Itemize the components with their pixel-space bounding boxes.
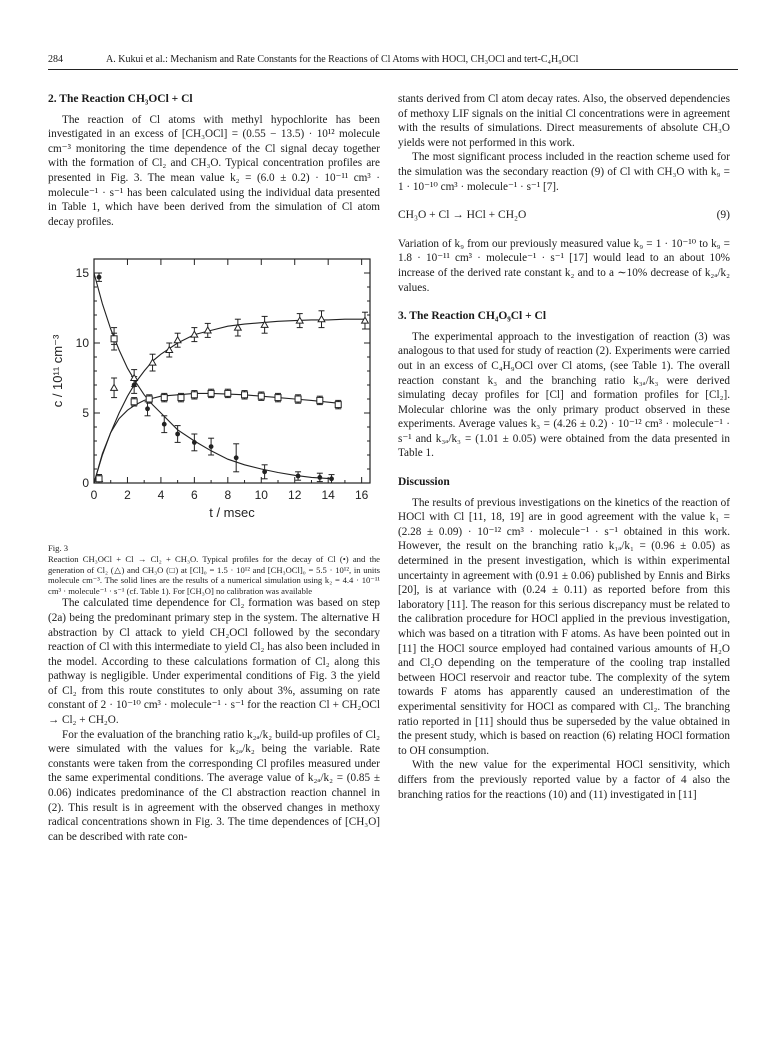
cl-data-point xyxy=(192,440,197,445)
right-paragraph-2: The most significant process included in the reaction scheme used for the simulation was the secondary reaction (9) of Cl with CH₃O with k₉ = 1 · 10⁻¹⁰ cm³ · molecule⁻¹ · s⁻¹ [7]. xyxy=(398,151,730,193)
figure-3 xyxy=(48,251,380,541)
right-paragraph-4: The experimental approach to the investigation of reaction (3) was analogous to that used for study of reaction (2). Experiments were carried out in an excess of C₄H₉OCl over Cl atoms, (see Table 1). The overall reaction constant k₃ and the branching ratio k₃ₐ/k₃ were derived simulating decay profiles for [Cl] and formation profiles for [Cl₂]. Molecular chlorine was the only primary product observed in these experiments. Average values k₃ = (4.26 ± 0.2) · 10⁻¹² cm³ · molecule⁻¹ · s⁻¹ and k₃ₐ/k₃ = (1.01 ± 0.05) were obtained from the data presented in Table 1. xyxy=(398,330,730,460)
ch3o-data-point xyxy=(225,391,231,397)
left-paragraph-2: The calculated time dependence for Cl₂ formation was based on step (2a) being the predominant primary step in the system. The alternative H abstraction by Cl attack to yield CH₂OCl followed by the secondary reaction of Cl with this intermediate to yield Cl₂ has also been included in the model. According to these calculations formation of Cl₂ along this pathway is negligible. Under experimental conditions of Fig. 3 the yield of Cl₂ from this route constitutes to only about 3%, assuming on rate constant of 2 · 10⁻¹⁰ cm³ · molecule⁻¹ · s⁻¹ for the reaction Cl + CH₂OCl → Cl₂ + CH₂O. xyxy=(48,597,380,727)
plot-frame xyxy=(94,259,370,483)
ch3o-data-point xyxy=(295,396,301,402)
equation-9 xyxy=(398,208,730,223)
figure-caption-text: Reaction CH₃OCl + Cl → Cl₂ + CH₃O. Typical profiles for the decay of Cl (•) and the generation of Cl₂ (△) and CH₃O (□) at [Cl]₀ = 1.5 · 10¹² and [CH₃OCl]₀ = 5.5 · 10¹², in units molecule cm⁻³. The solid lines are the results of a numerical simulation using k₂ = 4.4 · 10⁻¹¹ cm³ · molecule⁻¹ · s⁻¹ (cf. Table 1). For [CH₃O] no calibration was available xyxy=(48,553,380,596)
cl2-data-point xyxy=(149,360,156,366)
ch3o-data-point xyxy=(146,396,152,402)
figure-label: Fig. 3 xyxy=(48,543,69,554)
y-axis-title: c / 10¹¹ cm⁻³ xyxy=(50,335,65,408)
ch3o-data-point xyxy=(178,395,184,401)
cl2-data-point xyxy=(318,316,325,322)
ch3o-data-point xyxy=(131,399,137,405)
right-paragraph-6: With the new value for the experimental HOCl sensitivity, which differs from the previously reported value by a factor of 4 also the branching ratios for the reactions (10) and (11) investigated in [11] xyxy=(398,759,730,801)
left-column xyxy=(48,92,380,844)
y-tick-label: 10 xyxy=(75,336,89,351)
ch3o-data-point xyxy=(208,391,214,397)
section-title-reaction-2: 2. The Reaction CH₃OCl + Cl xyxy=(48,93,193,105)
simulation-curve xyxy=(94,394,338,484)
ch3o-data-point xyxy=(335,402,341,408)
right-column xyxy=(398,92,730,802)
cl-data-point xyxy=(234,456,239,461)
ch3o-data-point xyxy=(242,392,248,398)
cl-data-point xyxy=(175,432,180,437)
profiles-chart xyxy=(48,251,380,541)
running-title: A. Kukui et al.: Mechanism and Rate Constants for the Reactions of Cl Atoms with HOCl, CH₃OCl and tert-C₄H₉OCl xyxy=(106,54,579,65)
x-tick-label: 4 xyxy=(157,488,165,503)
cl-data-point xyxy=(296,474,301,479)
ch3o-data-point xyxy=(111,336,117,342)
ch3o-data-point xyxy=(317,398,323,404)
ch3o-data-point xyxy=(96,476,102,482)
figure-spacer xyxy=(48,229,380,251)
equation-text: CH₃O + Cl → HCl + CH₂O xyxy=(398,209,527,222)
right-paragraph-3: Variation of k₉ from our previously measured value k₉ = 1 · 10⁻¹⁰ to k₉ = 1.8 · 10⁻¹¹ cm³ · molecule⁻¹ · s⁻¹ [17] would lead to an about 10% increase of the derived rate constant k₂ and to a ∼10% decrease of k₂ₐ/k₂ values. xyxy=(398,237,730,294)
cl-data-point xyxy=(145,407,150,412)
cl-data-point xyxy=(162,422,167,427)
x-tick-label: 12 xyxy=(288,488,302,503)
cl-data-point xyxy=(262,470,267,475)
ch3o-data-point xyxy=(161,395,167,401)
cl2-data-point xyxy=(111,385,118,391)
right-paragraph-1: stants derived from Cl atom decay rates. Also, the observed dependencies of methoxy LIF signals on the initial Cl concentrations were in agreement with the results of simulations. Direct measurements of absolute CH₃O yields were not performed in this work. xyxy=(398,93,730,149)
x-tick-label: 2 xyxy=(124,488,131,503)
x-tick-label: 10 xyxy=(254,488,268,503)
equation-number: (9) xyxy=(716,209,730,222)
simulation-curve xyxy=(94,273,333,479)
ch3o-data-point xyxy=(191,392,197,398)
y-tick-label: 15 xyxy=(75,266,89,281)
cl-data-point xyxy=(97,275,102,280)
x-axis-title: t / msec xyxy=(209,505,255,521)
header-rule xyxy=(48,69,738,70)
chart-axes xyxy=(76,259,370,502)
running-header xyxy=(48,52,738,68)
cl-data-point xyxy=(317,475,322,480)
left-paragraph-1: The reaction of Cl atoms with methyl hypochlorite has been investigated in an excess of [CH₃OCl] = (0.55 − 13.5) · 10¹² molecule cm⁻³ monitoring the time dependence of the Cl signal decay together with the formation of Cl₂ and CH₃O. Typical concentration profiles are presented in Fig. 3. The mean value k₂ = (6.0 ± 0.2) · 10⁻¹¹ cm³ · molecule⁻¹ · s⁻¹ has been calculated using the individual data presented in Table 1, which have been derived from the simulation of Cl atom decay profiles. xyxy=(48,113,380,228)
figure-3-caption xyxy=(48,543,380,596)
cl2-data-point xyxy=(204,327,211,333)
y-tick-label: 5 xyxy=(82,406,89,421)
cl2-data-point xyxy=(362,318,369,324)
x-tick-label: 14 xyxy=(321,488,335,503)
cl-data-point xyxy=(209,445,214,450)
x-tick-label: 6 xyxy=(191,488,198,503)
right-paragraph-5: The results of previous investigations on the kinetics of the reaction of HOCl with Cl [11, 18, 19] are in good agreement with the value k₁ = (2.28 ± 0.09) · 10⁻¹² cm³ · molecule⁻¹ · s⁻¹ obtained in this work. However, the result on the branching ratio k₁ₐ/k₁ = (0.96 ± 0.05) as determined in the present investigation, which is within experimental uncertainty in agreement with (0.91 ± 0.06) published by Ennis and Birks [20], is at variance with (0.24 ± 0.11) as reported before from this laboratory [11]. The reason for this serious discrepancy must be related to the calibration procedure for HOCl applied in the previous investigation, which was based on a titration with F atoms. As have been pointed out in [11] the HOCl source employed had contained various amounts of H₂O and Cl₂O depending on the temperature of the cooling trap installed between HOCl reservoir and reactor tube. The complexity of the sytem towards F atoms has apparently caused an underestimation of the experimental sensitivity for HOCl as compared with Cl₂. The branching ratio reported in [11] should thus be superseded by the value obtained in the present study, which is based on reaction (6) relating HOCl formation to OH consumption. xyxy=(398,496,730,757)
cl-data-point xyxy=(329,477,334,482)
y-tick-label: 0 xyxy=(82,476,89,491)
ch3o-data-point xyxy=(275,395,281,401)
x-tick-label: 8 xyxy=(224,488,232,503)
x-tick-label: 0 xyxy=(90,488,98,503)
left-paragraph-3: For the evaluation of the branching ratio k₂ₐ/k₂ build-up profiles of Cl₂ were simulated with the values for k₂ₐ/k₂ being the variable. Rate constants were taken from the corresponding Cl profiles measured under the same experimental conditions. The average value of k₂ₐ/k₂ = (0.85 ± 0.06) indicates predominance of the Cl abstraction reaction channel in (2). This result is in agreement with the observed changes in methoxy radical concentrations shown in Fig. 3. The time dependences of [CH₃O] can be described with rate con- xyxy=(48,728,380,843)
chart-points xyxy=(96,273,369,483)
cl2-data-point xyxy=(174,337,181,343)
section-title-reaction-3: 3. The Reaction CH₄O₉Cl + Cl xyxy=(398,310,547,323)
ch3o-data-point xyxy=(258,394,264,400)
page-number: 284 xyxy=(48,54,63,65)
x-tick-label: 16 xyxy=(354,488,369,503)
section-title-discussion: Discussion xyxy=(398,476,450,489)
